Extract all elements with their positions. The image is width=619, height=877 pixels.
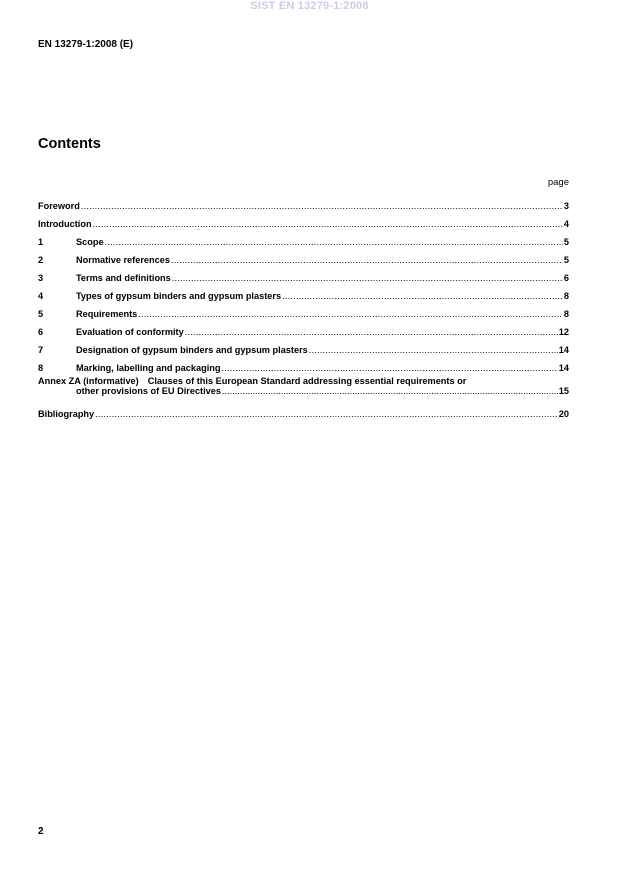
document-id: EN 13279-1:2008 (E)	[38, 39, 134, 50]
table-of-contents	[38, 193, 569, 419]
toc-entry-title: Marking, labelling and packaging	[76, 363, 221, 373]
toc-entry-types[interactable]	[38, 283, 569, 301]
toc-entry-foreword[interactable]	[38, 193, 569, 211]
toc-entry-title: Evaluation of conformity	[76, 327, 184, 337]
toc-entry-annex-za[interactable]	[38, 373, 569, 401]
annex-page: 15	[558, 386, 569, 396]
annex-line-1	[38, 373, 569, 386]
annex-line-2	[38, 386, 569, 396]
leader-dots	[185, 327, 558, 337]
toc-entry-page: 20	[558, 409, 569, 419]
leader-dots	[171, 255, 563, 265]
contents-heading: Contents	[38, 136, 101, 152]
toc-entry-page: 5	[563, 255, 569, 265]
toc-entry-page: 8	[563, 309, 569, 319]
toc-entry-introduction[interactable]	[38, 211, 569, 229]
toc-entry-title: Introduction	[38, 219, 92, 229]
toc-entry-terms-and-definitions[interactable]	[38, 265, 569, 283]
toc-entry-title: Terms and definitions	[76, 273, 171, 283]
toc-entry-title: Requirements	[76, 309, 138, 319]
toc-entry-marking[interactable]	[38, 355, 569, 373]
leader-dots	[81, 201, 563, 211]
toc-entry-page: 4	[563, 219, 569, 229]
leader-dots	[138, 309, 563, 319]
toc-entry-bibliography[interactable]	[38, 401, 569, 419]
annex-title-line-2: other provisions of EU Directives	[76, 386, 221, 396]
leader-dots	[93, 219, 563, 229]
toc-entry-title: Types of gypsum binders and gypsum plasters	[76, 291, 282, 301]
toc-entry-number: 6	[38, 327, 44, 337]
toc-entry-number: 8	[38, 363, 44, 373]
toc-entry-title: Designation of gypsum binders and gypsum plasters	[76, 345, 308, 355]
leader-dots	[221, 363, 557, 373]
toc-entry-number: 4	[38, 291, 44, 301]
toc-entry-page: 3	[563, 201, 569, 211]
toc-entry-title: Scope	[76, 237, 104, 247]
toc-entry-number: 7	[38, 345, 44, 355]
annex-title-line-1: Clauses of this European Standard addressing essential requirements or	[147, 376, 467, 386]
toc-entry-page: 14	[558, 363, 569, 373]
toc-entry-page: 14	[558, 345, 569, 355]
toc-entry-number: 1	[38, 237, 44, 247]
toc-entry-evaluation-of-conformity[interactable]	[38, 319, 569, 337]
leader-dots	[309, 345, 558, 355]
toc-entry-title: Normative references	[76, 255, 170, 265]
toc-entry-title: Bibliography	[38, 409, 95, 419]
toc-entry-number: 3	[38, 273, 44, 283]
leader-dots	[222, 386, 558, 396]
leader-dots	[105, 237, 563, 247]
toc-entry-number: 2	[38, 255, 44, 265]
toc-entry-number: 5	[38, 309, 44, 319]
toc-entry-title: Foreword	[38, 201, 80, 211]
toc-entry-designation[interactable]	[38, 337, 569, 355]
annex-label: Annex ZA (informative)	[38, 376, 139, 386]
toc-entry-page: 6	[563, 273, 569, 283]
toc-entry-scope[interactable]	[38, 229, 569, 247]
watermark: SIST EN 13279-1:2008	[250, 0, 369, 12]
toc-entry-normative-references[interactable]	[38, 247, 569, 265]
leader-dots	[282, 291, 563, 301]
leader-dots	[95, 409, 558, 419]
toc-entry-page: 5	[563, 237, 569, 247]
toc-entry-page: 12	[558, 327, 569, 337]
toc-entry-requirements[interactable]	[38, 301, 569, 319]
toc-entry-page: 8	[563, 291, 569, 301]
leader-dots	[172, 273, 563, 283]
page-column-label: page	[547, 177, 569, 188]
page-number: 2	[38, 826, 44, 837]
